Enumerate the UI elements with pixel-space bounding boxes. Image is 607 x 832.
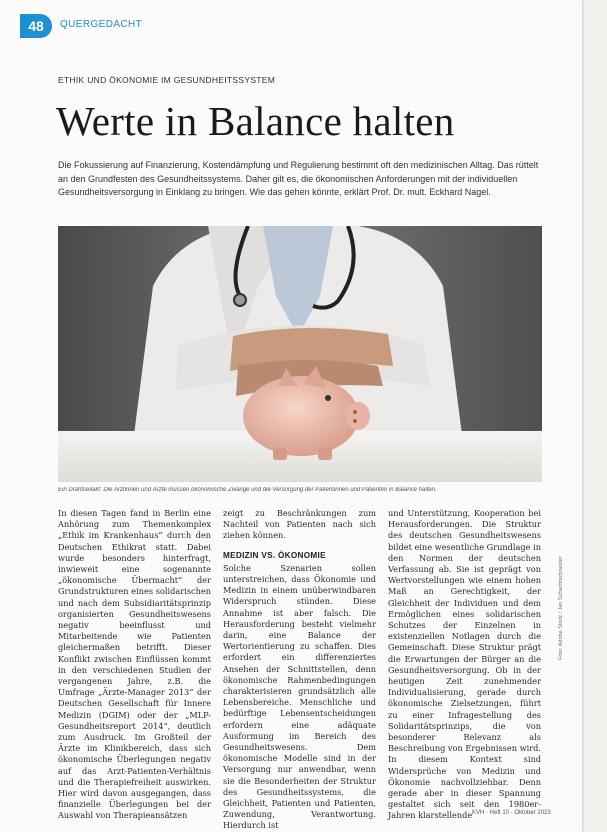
body-paragraph: In diesen Tagen fand in Berlin eine Anhörung zum Themenkomplex „Ethik im Krankenhaus“ durch den Deutschen Ethikrat statt. Dabei wurde besonders hinterfragt, inwieweit eine sogenannte „ökonomische Übermacht“ der Grundstrukturen eines solidarischen und nach dem Subsidiaritätsprinzip organisierten Gesundheitswesens negativ beeinflusst und Mitarbeitende wie Patienten gleichermaßen betrifft. Dieser Konflikt zwischen Einflüssen kommt in den verschiedenen Studien der vergangenen Jahre, z.B. die Umfrage „Ärzte-Manager 2013“ der Deutschen Gesellschaft für Innere Medizin (DGIM) oder der „MLP-Gesundheitsreport 2014“, deutlich zum Ausdruck. Im Großteil der Ärzte im Klinikbereich, dass sich ökonomische Überlegungen negativ auf das Arzt-Patienten-Verhältnis und die Therapiefreiheit auswirken. Hier wird davon ausgegangen, dass finanzielle Überlegungen bei der Auswahl von Therapieansätzen bbox=[58, 508, 211, 821]
doctor-piggy-bank-illustration bbox=[58, 226, 542, 482]
body-paragraph: zeigt zu Beschränkungen zum Nachteil von Patienten nach sich ziehen können. bbox=[223, 508, 376, 541]
article-photo bbox=[58, 226, 542, 482]
article-title: Werte in Balance halten bbox=[56, 98, 455, 144]
section-label: QUERGEDACHT bbox=[60, 19, 143, 30]
article-lead: Die Fokussierung auf Finanzierung, Kostendämpfung und Regulierung bestimmt oft den medizinischen Alltag. Das rüttelt an den Grundfesten des Gesundheitssystems. Daher gilt es, die ökonomischen Anforderungen mit der individuellen Gesundheitsversorgung in Einklang zu bringen. Wie das gehen könnte, erklärt Prof. Dr. mult. Eckhard Nagel. bbox=[58, 160, 539, 197]
page-footer: KVH · Heft 10 · Oktober 2023 bbox=[472, 810, 551, 816]
photo-caption: Ein Drahtseilakt: Die Ärztinnen und Ärzte müssen ökonomische Zwänge und die Versorgung der Patientinnen und Patienten in Balance halten. bbox=[58, 487, 437, 493]
photo-credit: Foto: Adobe Stock / Jan Schachtschneider bbox=[558, 556, 564, 660]
page-number-badge: 48 bbox=[20, 14, 52, 38]
body-paragraph: und Unterstützung, Kooperation bei Herausforderungen. Die Struktur des deutschen Gesundheitswesens bildet eine wesentliche Grundlage in den Normen der deutschen Verfassung ab. Sie ist geprägt von Wertvorstellungen wie einem hohen Maß an Gerechtigkeit, der Gleichheit der Individuen und dem Ermöglichen eines solidarischen Schutzes der Einzelnen in existenziellen Notlagen durch die Gemeinschaft. Diese Struktur prägt die Erwartungen der Bürger an die Gesundheitsversorgung. Ob in der heutigen Zeit zunehmender Individualisierung, gerade durch ökonomische Zielsetzungen, führt zu einer Infragestellung des Solidaritätsprinzips, die von besonderer Relevanz als Beschreibung von Ergebnissen wird. In diesem Kontext sind Widersprüche von Medizin und Ökonomie nachvollziehbar. Denn gerade aber in dieser Spannung gestaltet sich seit den 1980er-Jahren klarstellende bbox=[388, 508, 541, 821]
body-column-1 bbox=[58, 508, 211, 821]
body-paragraph: Solche Szenarien sollen unterstreichen, dass Ökonomie und Medizin in einem unüberwindbaren Widerspruch stünden. Diese Annahme ist aber falsch. Die Herausforderung besteht vielmehr darin, eine Balance der Wertorientierung zu schaffen. Dies erfordert ein differenziertes Ansehen der Schnittstellen, denn ökonomische Rahmenbedingungen charakterisieren grundsätzlich alle Lebensbereiche. Menschliche und bedürftige Lebensentscheidungen erfordern eine adäquate Ausformung im Bereich des Gesundheitswesens. Dem ökonomische Modelle sind in der Versorgung nur anwendbar, wenn sie die Besonderheiten der Struktur des Gesundheitssystems, die Gleichheit, Patienten und Patienten, Zuwendung, Verantwortung. Hierdurch ist bbox=[223, 562, 376, 831]
article-kicker: ETHIK UND ÖKONOMIE IM GESUNDHEITSSYSTEM bbox=[58, 75, 276, 85]
body-subheading: MEDIZIN VS. ÖKONOMIE bbox=[223, 550, 326, 560]
body-column-2 bbox=[223, 508, 376, 831]
